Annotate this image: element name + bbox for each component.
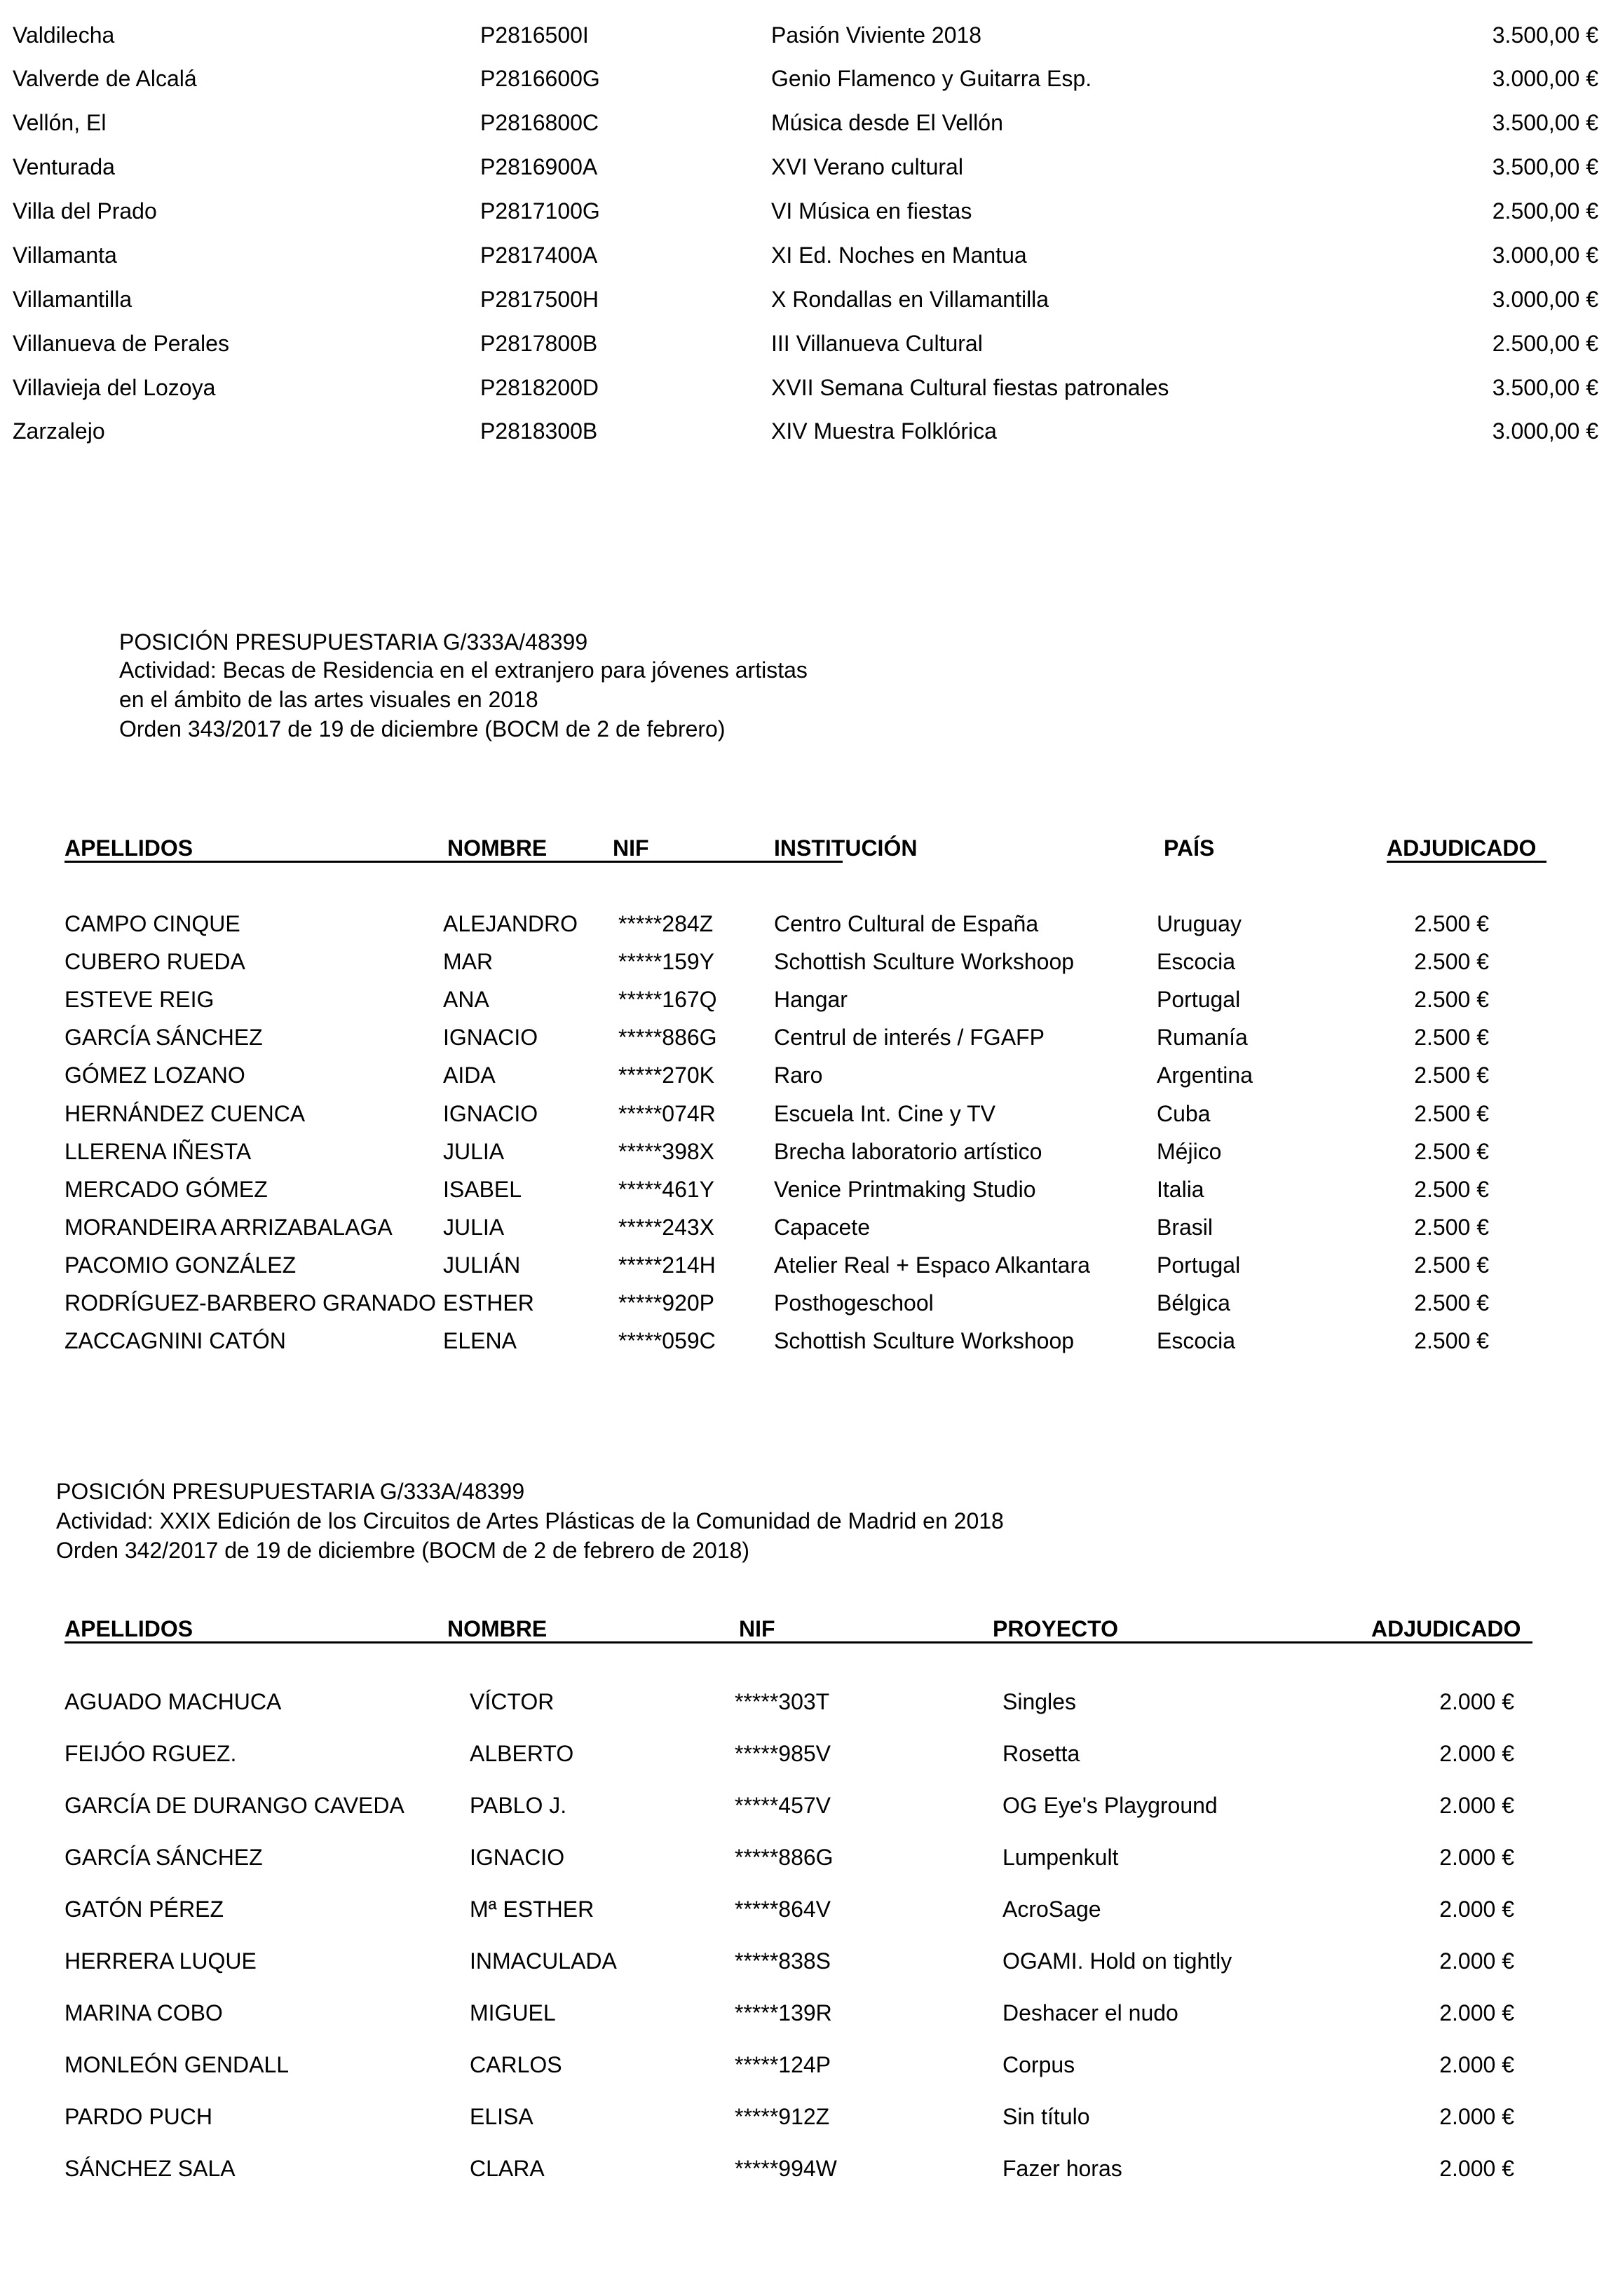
- adjudicado-cell: 2.000 €: [1439, 2156, 1514, 2181]
- adjudicado-cell: 2.500 €: [1414, 1025, 1489, 1050]
- proyecto-cell: OG Eye's Playground: [1002, 1793, 1218, 1818]
- actividad-cell: XI Ed. Noches en Mantua: [771, 242, 1027, 268]
- actividad-cell: XVII Semana Cultural fiestas patronales: [771, 375, 1169, 400]
- actividad-cell: XVI Verano cultural: [771, 154, 963, 179]
- importe-cell: 3.000,00 €: [1492, 418, 1598, 444]
- nif-cell: P2817400A: [480, 242, 598, 268]
- table-row: [0, 1950, 1618, 1981]
- apellidos-cell: SÁNCHEZ SALA: [64, 2156, 236, 2181]
- nif-cell: *****074R: [618, 1101, 716, 1126]
- column-header-adjudicado: ADJUDICADO: [1387, 835, 1537, 861]
- nif-cell: *****059C: [618, 1328, 716, 1353]
- nombre-cell: Mª ESTHER: [470, 1897, 594, 1922]
- adjudicado-cell: 2.000 €: [1439, 2104, 1514, 2129]
- importe-cell: 3.500,00 €: [1492, 375, 1598, 400]
- table-row: [0, 988, 1618, 1019]
- nombre-cell: ELENA: [443, 1328, 517, 1353]
- adjudicado-cell: 2.500 €: [1414, 1062, 1489, 1088]
- adjudicado-cell: 2.500 €: [1414, 1101, 1489, 1126]
- table-row: [0, 288, 1618, 319]
- nif-cell: P2816500I: [480, 22, 589, 48]
- table-row: [0, 1026, 1618, 1057]
- nif-cell: *****398X: [618, 1139, 714, 1164]
- apellidos-cell: HERNÁNDEZ CUENCA: [64, 1101, 306, 1126]
- table-row: [0, 1898, 1618, 1929]
- table-row: [0, 1330, 1618, 1360]
- nombre-cell: ELISA: [470, 2104, 533, 2129]
- nombre-cell: INMACULADA: [470, 1948, 617, 1974]
- circuitos-heading-line: Actividad: XXIX Edición de los Circuitos de Artes Plásticas de la Comunidad de Madrid en 2018: [56, 1508, 1004, 1533]
- municipio-cell: Venturada: [13, 154, 115, 179]
- pais-cell: Cuba: [1157, 1101, 1211, 1126]
- importe-cell: 3.000,00 €: [1492, 287, 1598, 312]
- apellidos-cell: HERRERA LUQUE: [64, 1948, 257, 1974]
- table-row: [0, 1292, 1618, 1323]
- table-row: [0, 2105, 1618, 2136]
- nif-cell: *****139R: [735, 2000, 832, 2025]
- nif-cell: *****124P: [735, 2052, 831, 2077]
- nif-cell: P2818300B: [480, 418, 598, 444]
- nif-cell: P2817500H: [480, 287, 599, 312]
- becas-heading-line: Actividad: Becas de Residencia en el extranjero para jóvenes artistas: [119, 657, 808, 683]
- nombre-cell: PABLO J.: [470, 1793, 567, 1818]
- table-row: [0, 1178, 1618, 1209]
- table-row: [0, 913, 1618, 943]
- table-row: [0, 111, 1618, 142]
- adjudicado-cell: 2.500 €: [1414, 1328, 1489, 1353]
- nif-cell: *****167Q: [618, 987, 717, 1012]
- institucion-cell: Capacete: [774, 1215, 870, 1240]
- importe-cell: 3.500,00 €: [1492, 22, 1598, 48]
- apellidos-cell: MARINA COBO: [64, 2000, 223, 2025]
- institucion-cell: Posthogeschool: [774, 1290, 934, 1316]
- column-header-apellidos: APELLIDOS: [64, 1616, 193, 1641]
- column-header-nif: NIF: [739, 1616, 775, 1641]
- apellidos-cell: PACOMIO GONZÁLEZ: [64, 1252, 297, 1278]
- becas-heading-line: POSICIÓN PRESUPUESTARIA G/333A/48399: [119, 629, 588, 655]
- pais-cell: Italia: [1157, 1177, 1204, 1202]
- table-row: [0, 1102, 1618, 1133]
- nif-cell: *****886G: [618, 1025, 717, 1050]
- nif-cell: *****994W: [735, 2156, 837, 2181]
- table-row: [0, 1140, 1618, 1171]
- actividad-cell: X Rondallas en Villamantilla: [771, 287, 1049, 312]
- institucion-cell: Escuela Int. Cine y TV: [774, 1101, 995, 1126]
- institucion-cell: Centro Cultural de España: [774, 911, 1039, 936]
- institucion-cell: Venice Printmaking Studio: [774, 1177, 1036, 1202]
- pais-cell: Uruguay: [1157, 911, 1242, 936]
- table-row: [0, 1846, 1618, 1877]
- column-header-proyecto: PROYECTO: [993, 1616, 1118, 1641]
- apellidos-cell: ESTEVE REIG: [64, 987, 215, 1012]
- institucion-cell: Schottish Sculture Workshoop: [774, 949, 1075, 974]
- actividad-cell: XIV Muestra Folklórica: [771, 418, 997, 444]
- header-underline: [64, 1641, 1532, 1644]
- apellidos-cell: CAMPO CINQUE: [64, 911, 240, 936]
- nombre-cell: JULIA: [443, 1215, 505, 1240]
- table-row: [0, 200, 1618, 231]
- apellidos-cell: MONLEÓN GENDALL: [64, 2052, 290, 2077]
- nif-cell: *****920P: [618, 1290, 714, 1316]
- apellidos-cell: RODRÍGUEZ-BARBERO GRANADO: [64, 1290, 436, 1316]
- apellidos-cell: LLERENA IÑESTA: [64, 1139, 252, 1164]
- circuitos-heading-line: POSICIÓN PRESUPUESTARIA G/333A/48399: [56, 1479, 525, 1504]
- adjudicado-cell: 2.000 €: [1439, 1845, 1514, 1870]
- table-row: [0, 1254, 1618, 1285]
- adjudicado-cell: 2.000 €: [1439, 1793, 1514, 1818]
- actividad-cell: VI Música en fiestas: [771, 198, 972, 224]
- municipio-cell: Villamanta: [13, 242, 117, 268]
- adjudicado-cell: 2.000 €: [1439, 2000, 1514, 2025]
- column-header-adjudicado: ADJUDICADO: [1371, 1616, 1521, 1641]
- table-row: [0, 1742, 1618, 1773]
- table-row: [0, 2157, 1618, 2188]
- apellidos-cell: GATÓN PÉREZ: [64, 1897, 224, 1922]
- adjudicado-cell: 2.500 €: [1414, 1139, 1489, 1164]
- header-underline: [64, 861, 843, 863]
- apellidos-cell: GARCÍA DE DURANGO CAVEDA: [64, 1793, 404, 1818]
- apellidos-cell: PARDO PUCH: [64, 2104, 212, 2129]
- table-row: [0, 950, 1618, 981]
- nif-cell: *****457V: [735, 1793, 831, 1818]
- adjudicado-cell: 2.500 €: [1414, 1215, 1489, 1240]
- nombre-cell: AIDA: [443, 1062, 496, 1088]
- pais-cell: Escocia: [1157, 949, 1236, 974]
- pais-cell: Bélgica: [1157, 1290, 1230, 1316]
- proyecto-cell: Singles: [1002, 1689, 1076, 1714]
- institucion-cell: Schottish Sculture Workshoop: [774, 1328, 1075, 1353]
- nif-cell: *****214H: [618, 1252, 716, 1278]
- apellidos-cell: CUBERO RUEDA: [64, 949, 245, 974]
- nif-cell: P2816800C: [480, 110, 599, 135]
- nombre-cell: IGNACIO: [470, 1845, 565, 1870]
- nif-cell: *****159Y: [618, 949, 714, 974]
- nif-cell: *****985V: [735, 1741, 831, 1766]
- nombre-cell: MIGUEL: [470, 2000, 556, 2025]
- nombre-cell: IGNACIO: [443, 1025, 538, 1050]
- table-row: [0, 332, 1618, 363]
- municipio-cell: Villa del Prado: [13, 198, 157, 224]
- nombre-cell: JULIA: [443, 1139, 505, 1164]
- pais-cell: Portugal: [1157, 1252, 1241, 1278]
- proyecto-cell: Lumpenkult: [1002, 1845, 1119, 1870]
- table-row: [0, 1794, 1618, 1825]
- proyecto-cell: Corpus: [1002, 2052, 1075, 2077]
- table-row: [0, 244, 1618, 275]
- institucion-cell: Raro: [774, 1062, 823, 1088]
- pais-cell: Brasil: [1157, 1215, 1214, 1240]
- nombre-cell: ISABEL: [443, 1177, 522, 1202]
- column-header-nombre: NOMBRE: [447, 1616, 548, 1641]
- municipio-cell: Valdilecha: [13, 22, 115, 48]
- adjudicado-cell: 2.000 €: [1439, 1741, 1514, 1766]
- pais-cell: Rumanía: [1157, 1025, 1248, 1050]
- pais-cell: Argentina: [1157, 1062, 1253, 1088]
- municipio-cell: Valverde de Alcalá: [13, 66, 197, 91]
- municipio-cell: Zarzalejo: [13, 418, 105, 444]
- adjudicado-cell: 2.500 €: [1414, 1290, 1489, 1316]
- nombre-cell: IGNACIO: [443, 1101, 538, 1126]
- adjudicado-cell: 2.000 €: [1439, 1897, 1514, 1922]
- column-header-institucion: INSTITUCIÓN: [774, 835, 918, 861]
- nif-cell: *****303T: [735, 1689, 830, 1714]
- apellidos-cell: GARCÍA SÁNCHEZ: [64, 1025, 263, 1050]
- nif-cell: P2818200D: [480, 375, 599, 400]
- pais-cell: Portugal: [1157, 987, 1241, 1012]
- adjudicado-cell: 2.500 €: [1414, 1177, 1489, 1202]
- municipio-cell: Vellón, El: [13, 110, 107, 135]
- proyecto-cell: OGAMI. Hold on tightly: [1002, 1948, 1232, 1974]
- nif-cell: *****461Y: [618, 1177, 714, 1202]
- circuitos-heading-line: Orden 342/2017 de 19 de diciembre (BOCM de 2 de febrero de 2018): [56, 1538, 750, 1563]
- table-row: [0, 1216, 1618, 1247]
- apellidos-cell: ZACCAGNINI CATÓN: [64, 1328, 286, 1353]
- column-header-apellidos: APELLIDOS: [64, 835, 193, 861]
- apellidos-cell: FEIJÓO RGUEZ.: [64, 1741, 237, 1766]
- adjudicado-cell: 2.500 €: [1414, 1252, 1489, 1278]
- institucion-cell: Atelier Real + Espaco Alkantara: [774, 1252, 1090, 1278]
- nif-cell: *****838S: [735, 1948, 831, 1974]
- adjudicado-cell: 2.500 €: [1414, 987, 1489, 1012]
- pais-cell: Escocia: [1157, 1328, 1236, 1353]
- nif-cell: *****912Z: [735, 2104, 830, 2129]
- header-underline: [1387, 861, 1546, 863]
- adjudicado-cell: 2.000 €: [1439, 1948, 1514, 1974]
- adjudicado-cell: 2.500 €: [1414, 911, 1489, 936]
- municipio-cell: Villanueva de Perales: [13, 331, 229, 356]
- column-header-nif: NIF: [613, 835, 649, 861]
- actividad-cell: Pasión Viviente 2018: [771, 22, 982, 48]
- nombre-cell: ALEJANDRO: [443, 911, 578, 936]
- nombre-cell: ANA: [443, 987, 489, 1012]
- pais-cell: Méjico: [1157, 1139, 1222, 1164]
- adjudicado-cell: 2.000 €: [1439, 1689, 1514, 1714]
- nombre-cell: CARLOS: [470, 2052, 562, 2077]
- importe-cell: 3.000,00 €: [1492, 242, 1598, 268]
- table-row: [0, 2002, 1618, 2032]
- apellidos-cell: MERCADO GÓMEZ: [64, 1177, 268, 1202]
- nif-cell: *****284Z: [618, 911, 714, 936]
- nombre-cell: CLARA: [470, 2156, 545, 2181]
- municipio-cell: Villamantilla: [13, 287, 132, 312]
- nombre-cell: JULIÁN: [443, 1252, 521, 1278]
- table-row: [0, 67, 1618, 98]
- nif-cell: *****864V: [735, 1897, 831, 1922]
- table-row: [0, 2054, 1618, 2084]
- apellidos-cell: GARCÍA SÁNCHEZ: [64, 1845, 263, 1870]
- nif-cell: P2817100G: [480, 198, 600, 224]
- apellidos-cell: MORANDEIRA ARRIZABALAGA: [64, 1215, 393, 1240]
- proyecto-cell: Rosetta: [1002, 1741, 1080, 1766]
- importe-cell: 3.500,00 €: [1492, 154, 1598, 179]
- nif-cell: *****243X: [618, 1215, 714, 1240]
- table-row: [0, 376, 1618, 407]
- column-header-pais: PAÍS: [1164, 835, 1215, 861]
- apellidos-cell: AGUADO MACHUCA: [64, 1689, 282, 1714]
- proyecto-cell: AcroSage: [1002, 1897, 1101, 1922]
- table-row: [0, 24, 1618, 55]
- proyecto-cell: Fazer horas: [1002, 2156, 1122, 2181]
- nombre-cell: VÍCTOR: [470, 1689, 555, 1714]
- adjudicado-cell: 2.000 €: [1439, 2052, 1514, 2077]
- nif-cell: P2817800B: [480, 331, 598, 356]
- nombre-cell: ALBERTO: [470, 1741, 574, 1766]
- adjudicado-cell: 2.500 €: [1414, 949, 1489, 974]
- nombre-cell: MAR: [443, 949, 494, 974]
- table-row: [0, 1064, 1618, 1095]
- importe-cell: 3.000,00 €: [1492, 66, 1598, 91]
- table-row: [0, 1690, 1618, 1721]
- column-header-nombre: NOMBRE: [447, 835, 548, 861]
- importe-cell: 2.500,00 €: [1492, 331, 1598, 356]
- table-row: [0, 156, 1618, 186]
- institucion-cell: Centrul de interés / FGAFP: [774, 1025, 1045, 1050]
- table-row: [0, 420, 1618, 451]
- actividad-cell: Genio Flamenco y Guitarra Esp.: [771, 66, 1092, 91]
- actividad-cell: III Villanueva Cultural: [771, 331, 983, 356]
- proyecto-cell: Deshacer el nudo: [1002, 2000, 1178, 2025]
- nif-cell: P2816600G: [480, 66, 600, 91]
- importe-cell: 2.500,00 €: [1492, 198, 1598, 224]
- becas-heading-line: en el ámbito de las artes visuales en 2018: [119, 687, 538, 712]
- nif-cell: *****270K: [618, 1062, 714, 1088]
- municipio-cell: Villavieja del Lozoya: [13, 375, 216, 400]
- proyecto-cell: Sin título: [1002, 2104, 1090, 2129]
- becas-heading-line: Orden 343/2017 de 19 de diciembre (BOCM de 2 de febrero): [119, 716, 726, 742]
- institucion-cell: Brecha laboratorio artístico: [774, 1139, 1042, 1164]
- importe-cell: 3.500,00 €: [1492, 110, 1598, 135]
- apellidos-cell: GÓMEZ LOZANO: [64, 1062, 245, 1088]
- nombre-cell: ESTHER: [443, 1290, 534, 1316]
- actividad-cell: Música desde El Vellón: [771, 110, 1003, 135]
- nif-cell: *****886G: [735, 1845, 834, 1870]
- nif-cell: P2816900A: [480, 154, 598, 179]
- institucion-cell: Hangar: [774, 987, 848, 1012]
